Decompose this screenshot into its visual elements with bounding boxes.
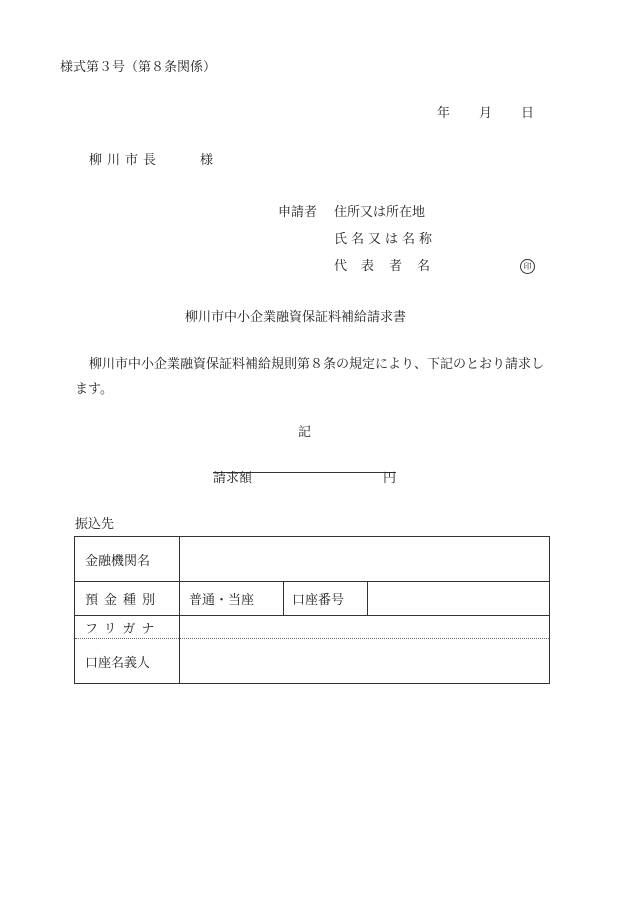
deposit-type-value[interactable]: 普通・当座 bbox=[180, 582, 284, 615]
amount-field[interactable] bbox=[213, 471, 396, 486]
document-title: 柳川市中小企業融資保証料補給請求書 bbox=[185, 310, 407, 325]
seal-mark: 印 bbox=[520, 259, 535, 274]
furigana-label: フリガナ bbox=[75, 616, 180, 639]
applicant-address-label: 住所又は所在地 bbox=[334, 205, 426, 220]
bank-name-label: 金融機関名 bbox=[75, 537, 180, 582]
date-year-label: 年 bbox=[437, 106, 451, 121]
rep-char: 代 bbox=[334, 259, 348, 274]
ki-label: 記 bbox=[298, 425, 312, 440]
rep-char: 者 bbox=[389, 259, 403, 274]
account-number-label: 口座番号 bbox=[284, 582, 368, 615]
bank-account-table bbox=[74, 536, 550, 684]
document-body: 柳川市中小企業融資保証料補給規則第８条の規定により、下記のとおり請求します。 bbox=[75, 357, 545, 397]
addressee-honorific: 様 bbox=[200, 153, 214, 168]
applicant-name-label: 氏名又は名称 bbox=[334, 232, 437, 247]
table-row bbox=[75, 537, 550, 582]
form-number: 様式第３号（第８条関係） bbox=[60, 60, 217, 75]
amount-unit: 円 bbox=[382, 471, 396, 486]
account-holder-field[interactable] bbox=[180, 639, 550, 684]
date-month-label: 月 bbox=[479, 106, 493, 121]
deposit-type-row bbox=[180, 582, 550, 616]
furigana-field[interactable] bbox=[180, 616, 550, 639]
applicant-label: 申請者 bbox=[278, 205, 318, 220]
applicant-representative-label bbox=[334, 259, 431, 275]
amount-label: 請求額 bbox=[213, 471, 253, 486]
deposit-type-label: 預金種別 bbox=[75, 582, 180, 616]
bank-name-field[interactable] bbox=[180, 537, 550, 582]
transfer-label: 振込先 bbox=[75, 517, 115, 532]
account-holder-label: 口座名義人 bbox=[75, 639, 180, 684]
table-row bbox=[75, 639, 550, 684]
addressee-name: 柳川市長 bbox=[89, 153, 162, 168]
account-number-field[interactable] bbox=[368, 582, 549, 615]
table-row bbox=[75, 616, 550, 639]
table-row bbox=[75, 582, 550, 616]
rep-char: 表 bbox=[361, 259, 375, 274]
date-day-label: 日 bbox=[521, 106, 535, 121]
rep-char: 名 bbox=[417, 259, 431, 274]
